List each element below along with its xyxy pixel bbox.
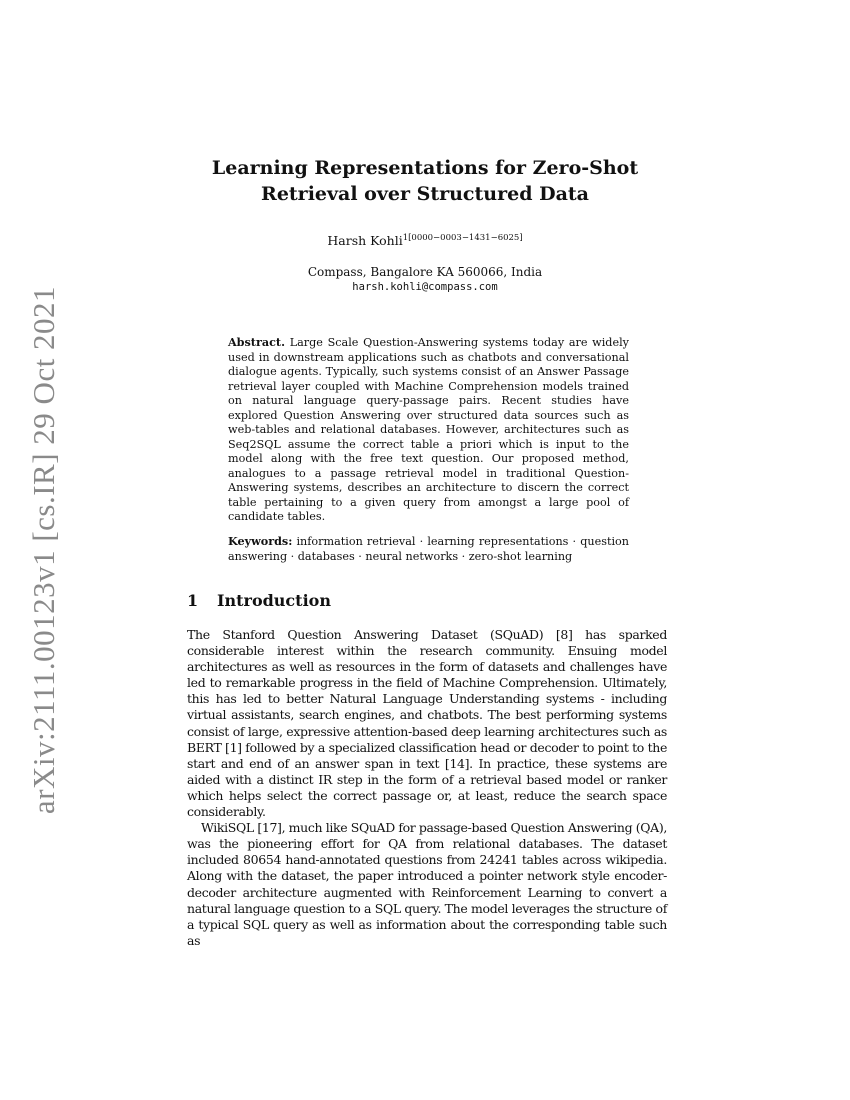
- author-email: harsh.kohli@compass.com: [352, 281, 498, 293]
- keywords-label: Keywords:: [228, 534, 293, 548]
- paper-title: [150, 155, 700, 207]
- arxiv-sidebar: [20, 285, 68, 815]
- author: [200, 233, 650, 248]
- abstract: [228, 335, 629, 525]
- section-title: Introduction: [217, 591, 331, 610]
- author-name: Harsh Kohli: [327, 233, 403, 248]
- paragraph-2: WikiSQL [17], much like SQuAD for passage-based Question Answering (QA), was the pioneering effort for QA from relational databases. The dataset included 80654 hand-annotated questions from 24241 tables across wikipedia. Along with the dataset, the paper introduced a pointer network style encoder-decoder architecture augmented with Reinforcement Learning to convert a natural language question to a SQL query. The model leverages the structure of a typical SQL query as well as information about the corresponding table such as: [187, 820, 667, 948]
- abstract-label: Abstract.: [228, 335, 285, 349]
- keywords-text: information retrieval · learning representations · question answering · databases · neural networks · zero-shot learning: [228, 535, 629, 563]
- keywords: [228, 534, 629, 564]
- paragraph-1: The Stanford Question Answering Dataset (SQuAD) [8] has sparked considerable interest within the research community. Ensuing model architectures as well as resources in the form of datasets and challenges have led to remarkable progress in the field of Machine Comprehension. Ultimately, this has led to better Natural Language Understanding systems - including virtual assistants, search engines, and chatbots. The best performing systems consist of large, expressive attention-based deep learning architectures such as BERT [1] followed by a specialized classification head or decoder to point to the start and end of an answer span in text [14]. In practice, these systems are aided with a distinct IR step in the form of a retrieval based model or ranker which helps select the correct passage or, at least, reduce the search space considerably.: [187, 627, 667, 820]
- abstract-text: Large Scale Question-Answering systems today are widely used in downstream applications such as chatbots and conversational dialogue agents. Typically, such systems consist of an Answer Passage retrieval layer coupled with Machine Comprehension models trained on natural language query-passage pairs. Recent studies have explored Question Answering over structured data sources such as web-tables and relational databases. However, architectures such as Seq2SQL assume the correct table a priori which is input to the model along with the free text question. Our proposed method, analogues to a passage retrieval model in traditional Question-Answering systems, describes an architecture to discern the correct table pertaining to a given query from amongst a large pool of candidate tables.: [228, 336, 629, 523]
- arxiv-identifier: arXiv:2111.00123v1 [cs.IR] 29 Oct 2021: [26, 285, 61, 815]
- affiliation: Compass, Bangalore KA 560066, India: [307, 265, 543, 279]
- title-line-1: Learning Representations for Zero-Shot: [211, 157, 639, 179]
- section-number: 1: [187, 591, 199, 610]
- title-line-2: Retrieval over Structured Data: [261, 183, 589, 205]
- body-text: [187, 627, 667, 949]
- author-orcid: 1[0000−0003−1431−6025]: [402, 233, 523, 243]
- section-heading: [187, 591, 667, 610]
